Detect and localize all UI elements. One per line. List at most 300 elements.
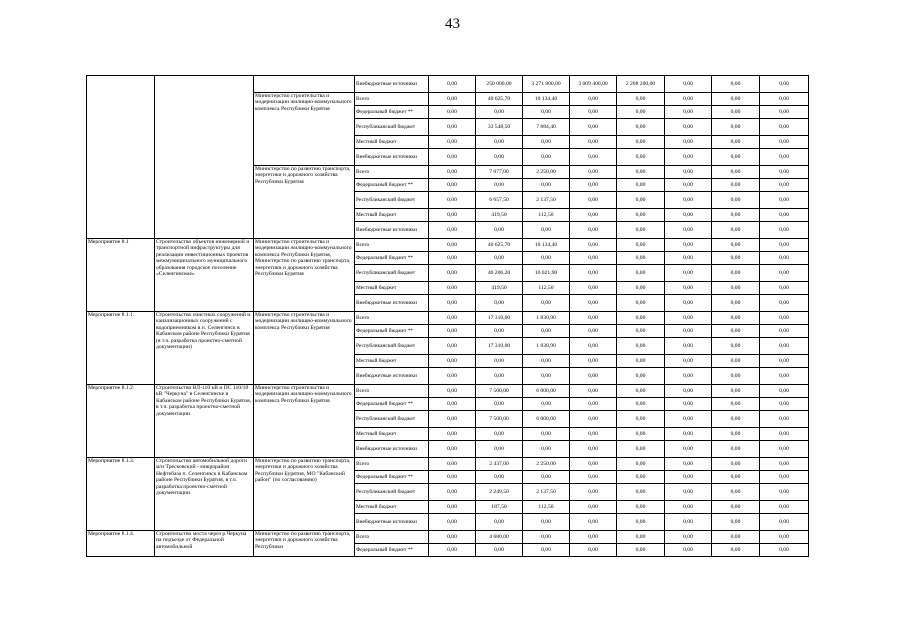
value-cell: 0,00: [570, 312, 617, 325]
value-cell: 0,00: [429, 76, 476, 93]
value-cell: 0,00: [570, 544, 617, 557]
event-name-cell: Строительство моста через р.Черкуна на подъезде от Федеральной автомобильной: [155, 531, 254, 557]
funding-source-cell: Республиканский бюджет: [355, 484, 429, 501]
funding-source-cell: Федеральный бюджет **: [355, 325, 429, 338]
value-cell: 0,00: [712, 514, 760, 531]
value-cell: 0,00: [523, 222, 570, 239]
value-cell: 0,00: [665, 385, 712, 398]
value-cell: 0,00: [429, 265, 476, 282]
value-cell: 0,00: [712, 398, 760, 411]
funding-source-cell: Внебюджетные источники: [355, 222, 429, 239]
value-cell: 112,50: [523, 209, 570, 222]
funding-source-cell: Местный бюджет: [355, 136, 429, 149]
value-cell: 2 250,00: [523, 458, 570, 471]
value-cell: 17 310,00: [476, 338, 523, 355]
value-cell: 0,00: [760, 325, 809, 338]
value-cell: 0,00: [760, 239, 809, 252]
value-cell: 0,00: [617, 544, 665, 557]
value-cell: 0,00: [617, 106, 665, 119]
value-cell: 0,00: [617, 209, 665, 222]
value-cell: 0,00: [712, 209, 760, 222]
value-cell: 0,00: [665, 544, 712, 557]
value-cell: 0,00: [476, 222, 523, 239]
value-cell: 0,00: [665, 192, 712, 209]
value-cell: 0,00: [570, 149, 617, 166]
value-cell: 0,00: [665, 265, 712, 282]
value-cell: 0,00: [617, 179, 665, 192]
value-cell: 0,00: [570, 282, 617, 295]
funding-source-cell: Местный бюджет: [355, 282, 429, 295]
value-cell: 0,00: [570, 136, 617, 149]
value-cell: 0,00: [476, 106, 523, 119]
value-cell: 0,00: [429, 471, 476, 484]
value-cell: 0,00: [665, 338, 712, 355]
value-cell: 0,00: [476, 471, 523, 484]
value-cell: 0,00: [760, 312, 809, 325]
value-cell: 0,00: [429, 385, 476, 398]
value-cell: 0,00: [476, 149, 523, 166]
event-name-cell: Строительство ВЛ-110 кВ и ПС 110/10 кВ "Черкуна" в Селенгинске в Кабанском районе Республики Бурятия, в т.ч. разработка проектно-сметной документации: [155, 385, 254, 458]
value-cell: 0,00: [429, 441, 476, 458]
value-cell: 0,00: [712, 179, 760, 192]
funding-source-cell: Местный бюджет: [355, 501, 429, 514]
funding-source-cell: Внебюджетные источники: [355, 76, 429, 93]
funding-source-cell: Внебюджетные источники: [355, 149, 429, 166]
value-cell: 0,00: [523, 149, 570, 166]
value-cell: 0,00: [570, 398, 617, 411]
value-cell: 0,00: [429, 179, 476, 192]
funding-source-cell: Республиканский бюджет: [355, 411, 429, 428]
value-cell: 2 137,50: [523, 484, 570, 501]
value-cell: 0,00: [570, 385, 617, 398]
value-cell: 0,00: [476, 355, 523, 368]
value-cell: 0,00: [523, 514, 570, 531]
value-cell: 0,00: [760, 265, 809, 282]
value-cell: 0,00: [429, 119, 476, 136]
event-name-cell: Строительство очистных сооружений и канализационных сооружений с водоприемником в п. Селенгинск в Кабанском районе Республики Бурятия (в т.ч. разработка проектно-сметной документации): [155, 312, 254, 385]
value-cell: 0,00: [760, 398, 809, 411]
value-cell: 0,00: [665, 531, 712, 544]
value-cell: 0,00: [523, 355, 570, 368]
funding-source-cell: Всего: [355, 93, 429, 106]
event-name-cell: [155, 76, 254, 239]
value-cell: 40 625,70: [476, 93, 523, 106]
value-cell: 0,00: [712, 136, 760, 149]
value-cell: 0,00: [760, 385, 809, 398]
value-cell: 0,00: [617, 252, 665, 265]
value-cell: 0,00: [617, 166, 665, 179]
value-cell: 0,00: [523, 441, 570, 458]
funding-source-cell: Всего: [355, 385, 429, 398]
value-cell: 0,00: [617, 531, 665, 544]
value-cell: 0,00: [570, 411, 617, 428]
executor-cell: Министерство строительства и модернизации жилищно-коммунального комплекса Республики Бурятия: [254, 385, 355, 458]
value-cell: 6 000,00: [523, 385, 570, 398]
value-cell: 0,00: [523, 252, 570, 265]
value-cell: 0,00: [712, 501, 760, 514]
value-cell: 0,00: [712, 106, 760, 119]
value-cell: 0,00: [760, 136, 809, 149]
value-cell: 0,00: [429, 338, 476, 355]
value-cell: 0,00: [617, 325, 665, 338]
value-cell: 0,00: [665, 93, 712, 106]
value-cell: 0,00: [429, 458, 476, 471]
funding-source-cell: Всего: [355, 166, 429, 179]
value-cell: 0,00: [429, 295, 476, 312]
value-cell: 0,00: [476, 428, 523, 441]
funding-source-cell: Всего: [355, 531, 429, 544]
value-cell: 10 134,40: [523, 239, 570, 252]
value-cell: 0,00: [570, 514, 617, 531]
value-cell: 0,00: [712, 192, 760, 209]
table-row: [87, 239, 809, 252]
value-cell: 0,00: [617, 398, 665, 411]
value-cell: 0,00: [429, 312, 476, 325]
value-cell: 0,00: [429, 252, 476, 265]
value-cell: 0,00: [523, 398, 570, 411]
event-name-cell: Строительство автомобильной дороги м/н Тресковский - микрорайон Нефтебаза п. Селенгинск в Кабанском районе Республики Бурятия, в т.ч. разработка проектно-сметной документации: [155, 458, 254, 531]
value-cell: 0,00: [665, 368, 712, 385]
value-cell: 0,00: [617, 265, 665, 282]
executor-cell: Министерство строительства и модернизации жилищно-коммунального комплекса Республики Бурятия, Министерство по развитию транспорта, энергетики и дорожного хозяйства Республики Бурятия: [254, 239, 355, 312]
value-cell: 10 134,40: [523, 93, 570, 106]
value-cell: 0,00: [570, 265, 617, 282]
value-cell: 2 249,50: [476, 484, 523, 501]
value-cell: 0,00: [570, 501, 617, 514]
value-cell: 0,00: [429, 166, 476, 179]
funding-source-cell: Внебюджетные источники: [355, 295, 429, 312]
value-cell: 0,00: [712, 531, 760, 544]
value-cell: 0,00: [760, 166, 809, 179]
value-cell: 7 500,00: [476, 411, 523, 428]
value-cell: 0,00: [665, 295, 712, 312]
value-cell: 0,00: [665, 501, 712, 514]
value-cell: 112,50: [523, 282, 570, 295]
value-cell: 0,00: [665, 458, 712, 471]
value-cell: 2 137,50: [523, 192, 570, 209]
value-cell: 0,00: [760, 531, 809, 544]
value-cell: 0,00: [617, 222, 665, 239]
value-cell: 0,00: [429, 398, 476, 411]
event-cell: Мероприятие 8.1.2.: [87, 385, 155, 458]
funding-source-cell: Республиканский бюджет: [355, 338, 429, 355]
value-cell: 0,00: [760, 355, 809, 368]
value-cell: 0,00: [760, 544, 809, 557]
value-cell: 2 437,00: [476, 458, 523, 471]
value-cell: 0,00: [712, 428, 760, 441]
value-cell: 0,00: [712, 411, 760, 428]
funding-source-cell: Местный бюджет: [355, 209, 429, 222]
value-cell: 0,00: [712, 222, 760, 239]
value-cell: 0,00: [712, 119, 760, 136]
value-cell: 112,50: [523, 501, 570, 514]
event-name-cell: Строительство объектов инженерной и транспортной инфраструктуры для реализации инвестиционных проектов межмуниципального муниципального образования городское поселение «Селенгинское»: [155, 239, 254, 312]
value-cell: 0,00: [712, 282, 760, 295]
value-cell: 40 206,20: [476, 265, 523, 282]
value-cell: 0,00: [476, 179, 523, 192]
value-cell: 0,00: [760, 441, 809, 458]
funding-source-cell: Внебюджетные источники: [355, 368, 429, 385]
executor-cell: Министерство по развитию транспорта, энергетики и дорожного хозяйства Республики Бурятия: [254, 166, 355, 239]
value-cell: 0,00: [429, 484, 476, 501]
value-cell: 0,00: [760, 149, 809, 166]
funding-source-cell: Федеральный бюджет **: [355, 179, 429, 192]
value-cell: 0,00: [617, 136, 665, 149]
value-cell: 0,00: [617, 93, 665, 106]
event-cell: Мероприятие 8.1.3.: [87, 458, 155, 531]
value-cell: 7 077,00: [476, 166, 523, 179]
value-cell: 0,00: [760, 471, 809, 484]
executor-cell: Министерство строительства и модернизации жилищно-коммунального комплекса Республики Бурятия: [254, 93, 355, 166]
value-cell: 0,00: [665, 428, 712, 441]
value-cell: 0,00: [429, 501, 476, 514]
value-cell: 0,00: [712, 166, 760, 179]
value-cell: 0,00: [476, 295, 523, 312]
value-cell: 40 625,70: [476, 239, 523, 252]
value-cell: 0,00: [523, 325, 570, 338]
value-cell: 0,00: [665, 312, 712, 325]
value-cell: 0,00: [617, 458, 665, 471]
value-cell: 0,00: [617, 514, 665, 531]
value-cell: 0,00: [429, 282, 476, 295]
value-cell: 0,00: [429, 149, 476, 166]
value-cell: 10 021,90: [523, 265, 570, 282]
value-cell: 0,00: [570, 531, 617, 544]
value-cell: 0,00: [570, 471, 617, 484]
value-cell: 187,50: [476, 501, 523, 514]
value-cell: 0,00: [712, 368, 760, 385]
value-cell: 3 271 800,00: [523, 76, 570, 93]
value-cell: 0,00: [712, 149, 760, 166]
value-cell: 0,00: [476, 398, 523, 411]
executor-cell: Министерство по развитию транспорта, энергетики и дорожного хозяйства Республики Бурятия, МО "Кабанский район" (по согласованию): [254, 458, 355, 531]
value-cell: 0,00: [570, 239, 617, 252]
value-cell: 0,00: [712, 252, 760, 265]
value-cell: 0,00: [712, 239, 760, 252]
value-cell: 0,00: [570, 368, 617, 385]
value-cell: 0,00: [570, 428, 617, 441]
value-cell: 0,00: [570, 325, 617, 338]
executor-cell: [254, 76, 355, 93]
value-cell: 0,00: [523, 368, 570, 385]
value-cell: 0,00: [570, 295, 617, 312]
value-cell: 0,00: [476, 136, 523, 149]
value-cell: 7 500,00: [476, 385, 523, 398]
funding-source-cell: Республиканский бюджет: [355, 265, 429, 282]
value-cell: 0,00: [476, 441, 523, 458]
budget-table: [86, 75, 809, 557]
value-cell: 0,00: [712, 484, 760, 501]
value-cell: 0,00: [429, 531, 476, 544]
value-cell: 0,00: [760, 501, 809, 514]
value-cell: 0,00: [665, 411, 712, 428]
value-cell: 0,00: [429, 209, 476, 222]
value-cell: 0,00: [712, 385, 760, 398]
value-cell: 0,00: [712, 544, 760, 557]
value-cell: 0,00: [429, 106, 476, 119]
value-cell: 0,00: [712, 93, 760, 106]
funding-source-cell: Федеральный бюджет **: [355, 471, 429, 484]
value-cell: 0,00: [429, 325, 476, 338]
value-cell: 0,00: [617, 411, 665, 428]
value-cell: 0,00: [429, 544, 476, 557]
executor-cell: Министерство по развитию транспорта, энергетики и дорожного хозяйства Республики: [254, 531, 355, 557]
value-cell: 0,00: [617, 338, 665, 355]
value-cell: 0,00: [570, 355, 617, 368]
value-cell: 0,00: [617, 192, 665, 209]
value-cell: 0,00: [570, 192, 617, 209]
table-row: [87, 312, 809, 325]
value-cell: 0,00: [665, 441, 712, 458]
value-cell: 0,00: [665, 166, 712, 179]
value-cell: 4 680,00: [476, 531, 523, 544]
value-cell: 0,00: [760, 338, 809, 355]
value-cell: 0,00: [760, 252, 809, 265]
value-cell: 2 208 200,00: [617, 76, 665, 93]
value-cell: 0,00: [760, 458, 809, 471]
value-cell: 0,00: [476, 514, 523, 531]
value-cell: 0,00: [523, 544, 570, 557]
value-cell: 0,00: [665, 514, 712, 531]
value-cell: 0,00: [617, 312, 665, 325]
value-cell: 0,00: [523, 136, 570, 149]
value-cell: 0,00: [665, 484, 712, 501]
value-cell: 0,00: [712, 458, 760, 471]
value-cell: 0,00: [617, 441, 665, 458]
value-cell: 7 884,40: [523, 119, 570, 136]
funding-source-cell: Федеральный бюджет **: [355, 252, 429, 265]
value-cell: 0,00: [665, 222, 712, 239]
value-cell: 6 000,00: [523, 411, 570, 428]
value-cell: 0,00: [617, 368, 665, 385]
value-cell: 0,00: [429, 93, 476, 106]
value-cell: 419,50: [476, 209, 523, 222]
funding-source-cell: Федеральный бюджет **: [355, 544, 429, 557]
value-cell: 0,00: [429, 355, 476, 368]
value-cell: 0,00: [665, 239, 712, 252]
value-cell: 0,00: [523, 471, 570, 484]
value-cell: 0,00: [665, 252, 712, 265]
value-cell: 0,00: [570, 106, 617, 119]
value-cell: 0,00: [570, 484, 617, 501]
event-cell: Мероприятие 8.1: [87, 239, 155, 312]
funding-source-cell: Внебюджетные источники: [355, 441, 429, 458]
value-cell: 0,00: [665, 282, 712, 295]
value-cell: 0,00: [665, 209, 712, 222]
value-cell: 0,00: [570, 441, 617, 458]
table-row: [87, 458, 809, 471]
value-cell: 0,00: [665, 106, 712, 119]
value-cell: 0,00: [570, 209, 617, 222]
value-cell: 0,00: [570, 338, 617, 355]
value-cell: 33 548,50: [476, 119, 523, 136]
value-cell: 0,00: [760, 368, 809, 385]
funding-source-cell: Федеральный бюджет **: [355, 398, 429, 411]
value-cell: 0,00: [712, 312, 760, 325]
value-cell: 0,00: [523, 106, 570, 119]
value-cell: 0,00: [665, 119, 712, 136]
value-cell: 0,00: [760, 119, 809, 136]
value-cell: 0,00: [429, 192, 476, 209]
value-cell: 0,00: [760, 179, 809, 192]
value-cell: 0,00: [523, 179, 570, 192]
value-cell: 419,50: [476, 282, 523, 295]
funding-source-cell: Внебюджетные источники: [355, 514, 429, 531]
value-cell: 0,00: [665, 136, 712, 149]
value-cell: 0,00: [617, 385, 665, 398]
value-cell: 0,00: [476, 252, 523, 265]
value-cell: 0,00: [476, 544, 523, 557]
value-cell: 0,00: [570, 179, 617, 192]
value-cell: 0,00: [570, 93, 617, 106]
value-cell: 0,00: [429, 428, 476, 441]
funding-source-cell: Всего: [355, 312, 429, 325]
table-row: [87, 76, 809, 93]
value-cell: 0,00: [570, 252, 617, 265]
value-cell: 17 310,00: [476, 312, 523, 325]
value-cell: 0,00: [570, 119, 617, 136]
value-cell: 0,00: [760, 222, 809, 239]
value-cell: 0,00: [760, 106, 809, 119]
value-cell: 0,00: [665, 149, 712, 166]
value-cell: 0,00: [429, 239, 476, 252]
value-cell: 0,00: [523, 295, 570, 312]
event-cell: Мероприятие 8.1.4.: [87, 531, 155, 557]
value-cell: 2 250,00: [523, 166, 570, 179]
value-cell: 0,00: [712, 295, 760, 312]
value-cell: 0,00: [712, 441, 760, 458]
value-cell: 0,00: [523, 428, 570, 441]
value-cell: 0,00: [617, 471, 665, 484]
funding-source-cell: Федеральный бюджет **: [355, 106, 429, 119]
value-cell: 0,00: [429, 368, 476, 385]
value-cell: 0,00: [665, 471, 712, 484]
funding-source-cell: Местный бюджет: [355, 355, 429, 368]
value-cell: 0,00: [429, 411, 476, 428]
value-cell: 0,00: [665, 355, 712, 368]
value-cell: 0,00: [476, 325, 523, 338]
page-number: 43: [445, 16, 460, 32]
value-cell: 0,00: [429, 136, 476, 149]
value-cell: 0,00: [760, 411, 809, 428]
table-row: [87, 385, 809, 398]
value-cell: 0,00: [712, 355, 760, 368]
value-cell: 0,00: [665, 76, 712, 93]
funding-source-cell: Республиканский бюджет: [355, 119, 429, 136]
value-cell: 0,00: [617, 295, 665, 312]
value-cell: 0,00: [617, 501, 665, 514]
value-cell: 0,00: [712, 471, 760, 484]
value-cell: 0,00: [429, 222, 476, 239]
value-cell: 0,00: [760, 428, 809, 441]
value-cell: 0,00: [476, 368, 523, 385]
value-cell: 0,00: [665, 398, 712, 411]
value-cell: 0,00: [617, 149, 665, 166]
event-cell: [87, 76, 155, 239]
value-cell: 0,00: [760, 76, 809, 93]
value-cell: 1 830,90: [523, 338, 570, 355]
funding-source-cell: Всего: [355, 239, 429, 252]
value-cell: 0,00: [760, 209, 809, 222]
value-cell: 0,00: [760, 514, 809, 531]
value-cell: 0,00: [570, 166, 617, 179]
value-cell: 0,00: [760, 484, 809, 501]
value-cell: 0,00: [429, 514, 476, 531]
executor-cell: Министерство строительства и модернизации жилищно-коммунального комплекса Республики Бурятия: [254, 312, 355, 385]
value-cell: 6 657,50: [476, 192, 523, 209]
value-cell: 0,00: [617, 282, 665, 295]
value-cell: 0,00: [712, 338, 760, 355]
